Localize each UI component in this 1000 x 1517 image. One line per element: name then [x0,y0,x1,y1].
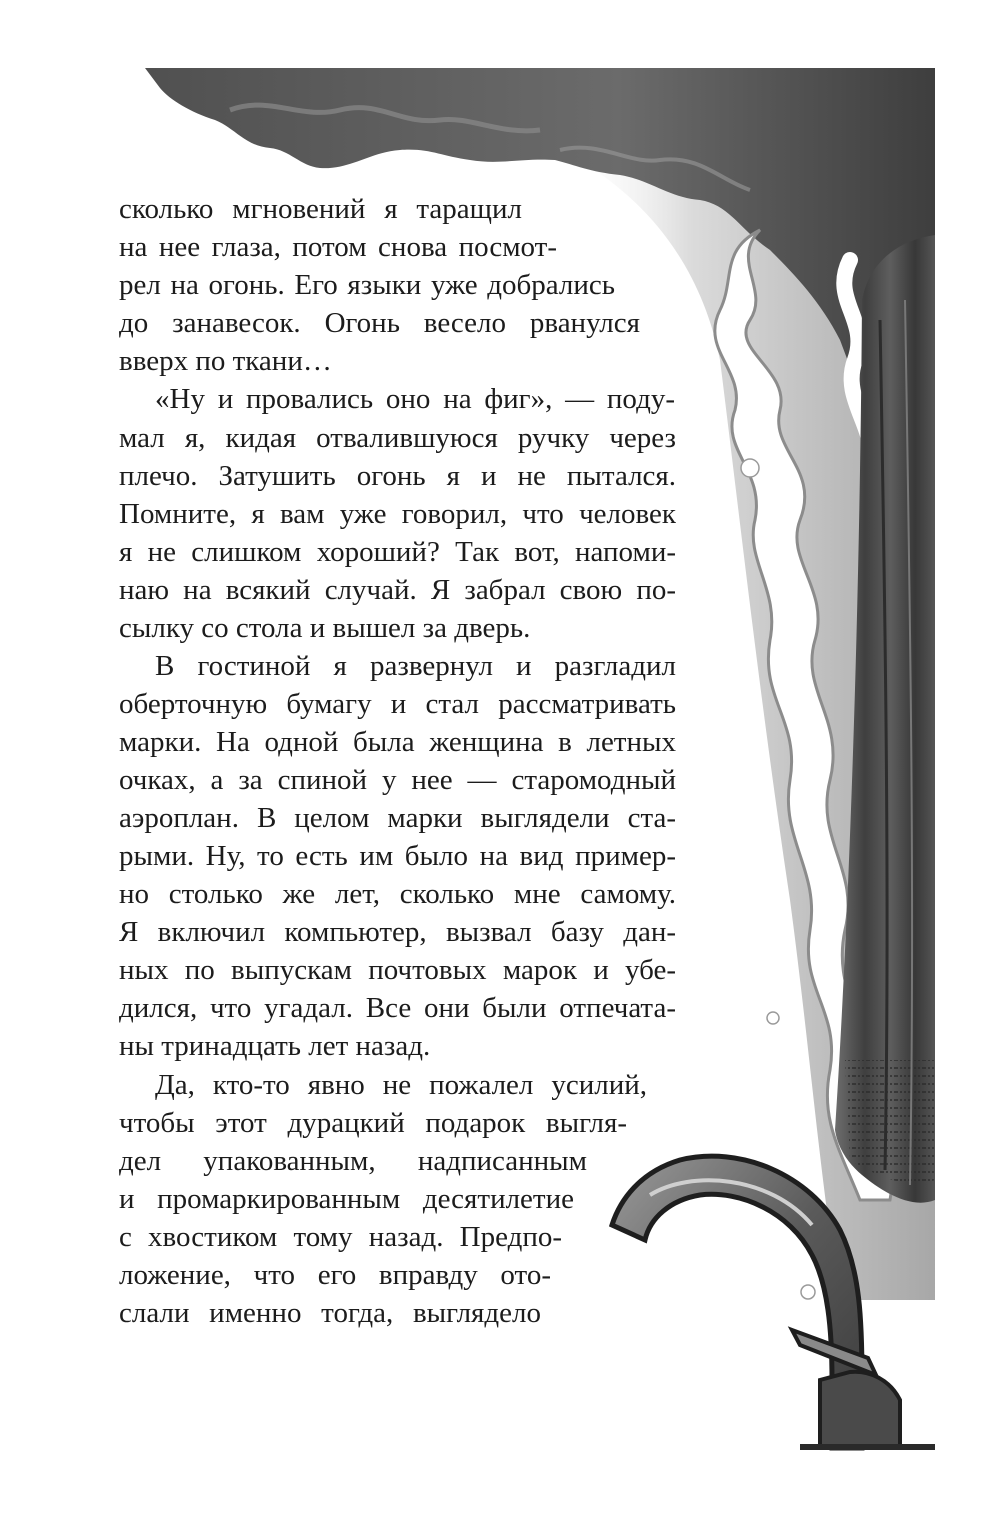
text-line-7: мал я, кидая отвалившуюся ручку через [119,422,676,454]
text-line-6: «Ну и провались оно на фиг», — поду- [155,383,675,415]
text-line-17: аэроплан. В целом марки выглядели ста- [119,802,676,834]
text-line-5: вверх по ткани… [119,345,332,377]
text-line-13: В гостиной я развернул и разгладил [155,650,676,682]
text-line-20: Я включил компьютер, вызвал базу дан- [119,916,676,948]
text-line-4: до занавесок. Огонь весело рванулся [119,307,640,339]
text-line-18: рыми. Ну, то есть им было на вид пример- [119,840,676,872]
text-line-2: на нее глаза, потом снова посмот- [119,231,557,263]
text-line-12: сылку со стола и вышел за дверь. [119,612,531,644]
text-line-26: дел упакованным, надписанным [119,1145,587,1177]
text-line-8: плечо. Затушить огонь я и не пытался. [119,460,676,492]
text-line-24: Да, кто-то явно не пожалел усилий, [155,1069,647,1101]
text-line-16: очках, а за спиной у нее — старомодный [119,764,676,796]
text-line-29: ложение, что его вправду ото- [119,1259,551,1291]
text-line-22: дился, что угадал. Все они были отпечата- [119,992,676,1024]
text-line-3: рел на огонь. Его языки уже добрались [119,269,615,301]
faucet-base [820,1372,900,1448]
text-line-23: ны тринадцать лет назад. [119,1030,431,1062]
text-line-25: чтобы этот дурацкий подарок выгля- [119,1107,627,1139]
text-line-10: я не слишком хороший? Так вот, напоми- [119,536,676,568]
text-line-11: наю на всякий случай. Я забрал свою по- [119,574,676,606]
curtain-pattern [845,1060,935,1183]
text-line-15: марки. На одной была женщина в летных [119,726,676,758]
text-line-28: с хвостиком тому назад. Предпо- [119,1221,562,1253]
text-line-30: слали именно тогда, выглядело [119,1297,541,1329]
text-line-9: Помните, я вам уже говорил, что человек [119,498,676,530]
text-line-14: оберточную бумагу и стал рассматривать [119,688,676,720]
counter-edge [800,1444,935,1450]
text-line-21: ных по выпускам почтовых марок и убе- [119,954,676,986]
text-line-1: сколько мгновений я таращил [119,193,522,225]
text-line-19: но столько же лет, сколько мне самому. [119,878,676,910]
text-line-27: и промаркированным десятилетие [119,1183,574,1215]
